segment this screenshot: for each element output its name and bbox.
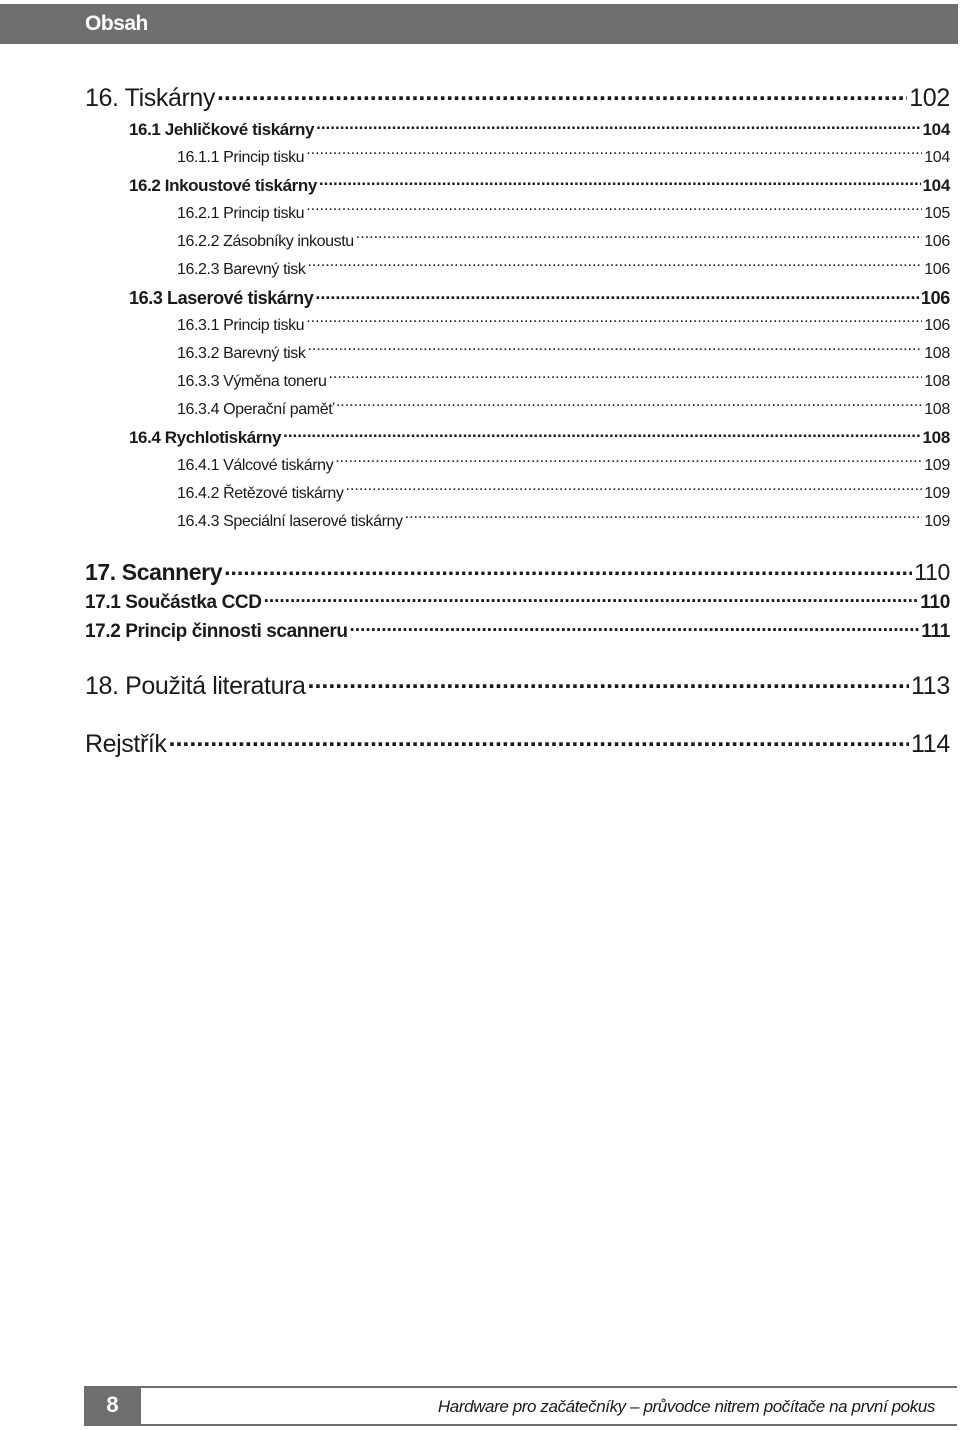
toc-entry-label: 16.3.3 Výměna toneru [177, 373, 327, 390]
toc-entry-label: 16.3.4 Operační paměť [177, 401, 334, 418]
toc-leader-dots [328, 370, 922, 386]
toc-leader-dots [315, 286, 919, 304]
toc-chapter-18[interactable] [85, 668, 950, 704]
toc-entry-label: 16.1 Jehličkové tiskárny [129, 120, 315, 139]
footer-page-number: 8 [106, 1392, 119, 1417]
toc-leader-dots [336, 398, 922, 414]
toc-entry-page: 106 [924, 261, 950, 278]
toc-section-16-1[interactable] [85, 116, 950, 144]
toc-section-16-2[interactable] [85, 172, 950, 200]
toc-entry-page: 104 [924, 149, 950, 166]
toc-subsection-16-1-1[interactable] [85, 144, 950, 172]
toc-section-17-1[interactable] [85, 588, 950, 617]
toc-leader-dots [306, 202, 922, 218]
toc-entry-page: 111 [921, 621, 950, 642]
toc-entry-page: 105 [924, 205, 950, 222]
toc-subsection-16-2-3[interactable] [85, 256, 950, 284]
toc-entry-label: 16.3.2 Barevný tisk [177, 345, 306, 362]
toc-leader-dots [316, 118, 920, 135]
toc-entry-page: 109 [924, 513, 950, 530]
spacer [85, 704, 950, 726]
table-of-contents [85, 80, 950, 762]
toc-entry-page: 106 [924, 233, 950, 250]
toc-entry-label: 16.2.3 Barevný tisk [177, 261, 306, 278]
toc-entry-page: 113 [911, 672, 950, 700]
toc-entry-page: 110 [920, 592, 950, 613]
toc-subsection-16-4-3[interactable] [85, 508, 950, 536]
footer-page-number-box [84, 1388, 141, 1424]
toc-leader-dots [307, 342, 922, 358]
toc-entry-page: 109 [924, 457, 950, 474]
toc-leader-dots [405, 510, 923, 526]
header-bar [0, 4, 958, 44]
toc-entry-label: 18. Použitá literatura [85, 672, 306, 700]
toc-entry-label: Rejstřík [85, 730, 167, 758]
spacer [85, 646, 950, 668]
toc-entry-page: 108 [924, 373, 950, 390]
page-footer [84, 1386, 957, 1426]
toc-chapter-17[interactable] [85, 556, 950, 588]
toc-entry-page: 109 [924, 485, 950, 502]
toc-entry-page: 108 [924, 401, 950, 418]
toc-entry-label: 16.1.1 Princip tisku [177, 149, 305, 166]
toc-index[interactable] [85, 726, 950, 762]
toc-leader-dots [306, 146, 922, 162]
toc-subsection-16-3-2[interactable] [85, 340, 950, 368]
toc-entry-label: 16.4.3 Speciální laserové tiskárny [177, 513, 403, 530]
toc-entry-page: 108 [922, 428, 950, 447]
toc-subsection-16-3-3[interactable] [85, 368, 950, 396]
toc-subsection-16-2-1[interactable] [85, 200, 950, 228]
toc-entry-label: 17.1 Součástka CCD [85, 592, 262, 613]
toc-subsection-16-4-2[interactable] [85, 480, 950, 508]
toc-leader-dots [217, 81, 907, 106]
toc-entry-label: 16.4.2 Řetězové tiskárny [177, 485, 344, 502]
toc-entry-label: 16.2 Inkoustové tiskárny [129, 176, 317, 195]
toc-entry-label: 17. Scannery [85, 559, 223, 585]
toc-entry-page: 114 [911, 730, 950, 758]
toc-section-16-3[interactable] [85, 284, 950, 312]
toc-entry-label: 16.3 Laserové tiskárny [129, 288, 314, 308]
toc-subsection-16-2-2[interactable] [85, 228, 950, 256]
toc-leader-dots [283, 426, 920, 443]
toc-entry-page: 102 [909, 84, 950, 112]
toc-leader-dots [356, 230, 922, 246]
spacer [85, 536, 950, 556]
toc-leader-dots [346, 482, 923, 498]
toc-entry-page: 106 [924, 317, 950, 334]
toc-leader-dots [306, 314, 922, 330]
toc-leader-dots [264, 589, 919, 608]
toc-leader-dots [308, 669, 910, 694]
toc-entry-label: 16.4.1 Válcové tiskárny [177, 457, 334, 474]
footer-book-title: Hardware pro začátečníky – průvodce nitrem počítače na první pokus [437, 1397, 935, 1416]
toc-leader-dots [169, 727, 910, 752]
toc-leader-dots [307, 258, 922, 274]
toc-entry-label: 16.2.1 Princip tisku [177, 205, 305, 222]
toc-leader-dots [335, 454, 922, 470]
toc-entry-page: 104 [922, 176, 950, 195]
header-title: Obsah [85, 12, 148, 35]
toc-leader-dots [319, 174, 921, 191]
toc-entry-label: 16.4 Rychlotiskárny [129, 428, 282, 447]
toc-entry-page: 110 [914, 559, 950, 585]
toc-entry-label: 16.3.1 Princip tisku [177, 317, 305, 334]
toc-entry-label: 16. Tiskárny [85, 84, 215, 112]
toc-subsection-16-4-1[interactable] [85, 452, 950, 480]
toc-section-16-4[interactable] [85, 424, 950, 452]
toc-leader-dots [350, 618, 920, 637]
toc-entry-page: 106 [920, 288, 950, 308]
toc-subsection-16-3-4[interactable] [85, 396, 950, 424]
toc-entry-label: 16.2.2 Zásobníky inkoustu [177, 233, 354, 250]
toc-section-17-2[interactable] [85, 617, 950, 646]
toc-entry-page: 104 [922, 120, 950, 139]
toc-leader-dots [224, 557, 912, 580]
toc-entry-page: 108 [924, 345, 950, 362]
toc-chapter-16[interactable] [85, 80, 950, 116]
toc-subsection-16-3-1[interactable] [85, 312, 950, 340]
toc-entry-label: 17.2 Princip činnosti scanneru [85, 621, 348, 642]
